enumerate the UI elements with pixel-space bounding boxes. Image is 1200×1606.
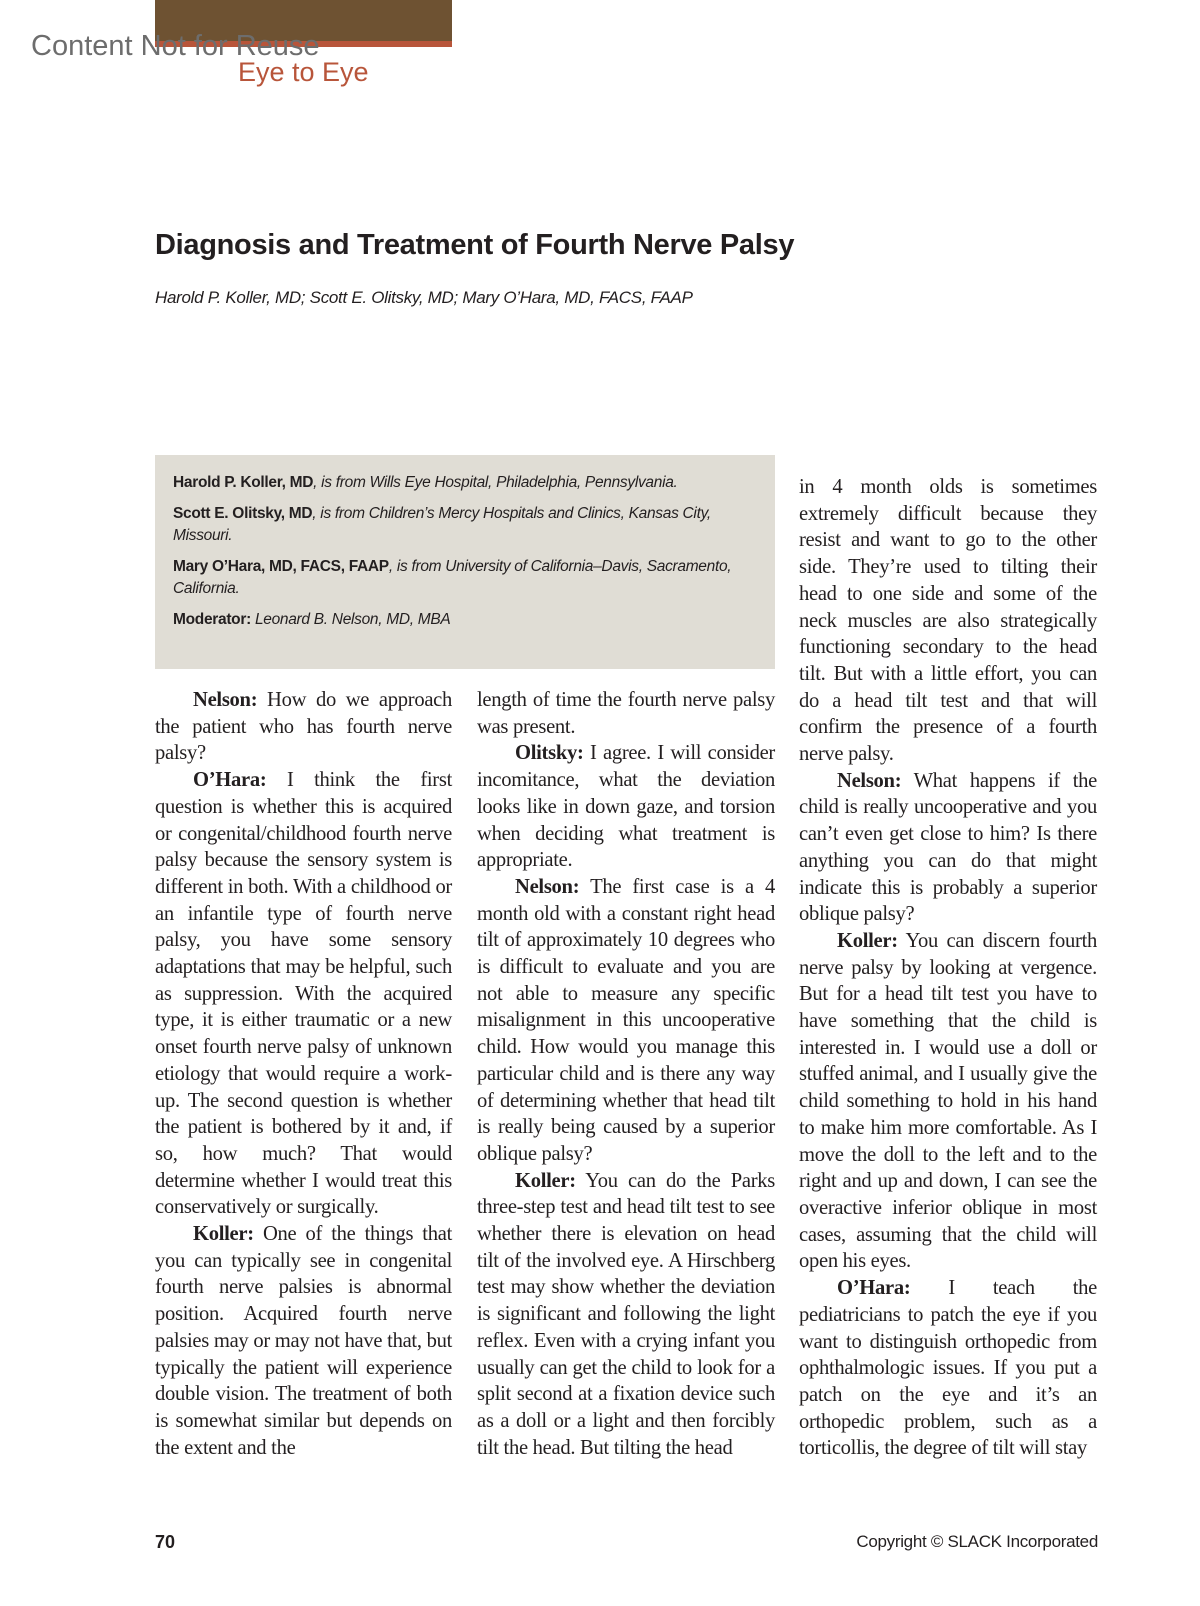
paragraph-text: What happens if the child is really uncooperative and you can’t even get close to him? Is there anything you can do that might indicate this is probably a superior oblique palsy? bbox=[799, 769, 1097, 926]
affiliation-koller bbox=[173, 472, 757, 494]
author-affiliations-box bbox=[155, 455, 775, 669]
paragraph bbox=[155, 767, 452, 1221]
speaker-name: O’Hara: bbox=[193, 769, 267, 792]
paragraph bbox=[799, 768, 1097, 928]
paragraph bbox=[477, 874, 775, 1168]
paragraph bbox=[477, 1168, 775, 1462]
affiliation-ohara bbox=[173, 556, 757, 600]
paragraph-text: How do we approach the patient who has fourth nerve palsy? bbox=[155, 689, 452, 765]
speaker-name: Koller: bbox=[515, 1169, 576, 1192]
affiliation-olitsky bbox=[173, 503, 757, 547]
page-number: 70 bbox=[155, 1532, 176, 1552]
paragraph-text: I think the first question is whether this is acquired or congenital/childhood fourth nerve palsy because the sensory system is different in both. With a childhood or an infantile type of fourth nerve palsy, you have some sensory adaptations that may be helpful, such as suppression. With the acquired type, it is either traumatic or a new onset fourth nerve palsy of unknown etiology that would require a work-up. The second question is whether the patient is bothered by it and, if so, how much? That would determine whether I would treat this conservatively or surgically. bbox=[155, 769, 452, 1219]
affiliation-detail: , is from Children’s Mercy Hospitals and Clinics, Kansas City, Missouri. bbox=[173, 505, 711, 544]
speaker-name: Olitsky: bbox=[515, 742, 584, 765]
paragraph-text: You can discern fourth nerve palsy by looking at vergence. But for a head tilt test you have to have something that the child is interested in. I would use a doll or stuffed animal, and I usually give the child something to hold in his hand to make him more comfortable. As I move the doll to the left and to the right and up and down, I can see the overactive inferior oblique in most cases, assuming that the child will open his eyes. bbox=[799, 929, 1097, 1273]
moderator-label: Moderator: bbox=[173, 611, 251, 628]
speaker-name: O’Hara: bbox=[837, 1277, 911, 1300]
paragraph bbox=[477, 740, 775, 874]
affiliation-detail: , is from Wills Eye Hospital, Philadelphia, Pennsylvania. bbox=[313, 474, 678, 491]
affiliation-name: Mary O’Hara, MD, FACS, FAAP bbox=[173, 558, 389, 575]
paragraph-text: I agree. I will consider incomitance, what the deviation looks like in down gaze, and torsion when deciding what treatment is appropriate. bbox=[477, 742, 775, 872]
paragraph bbox=[799, 928, 1097, 1275]
speaker-name: Nelson: bbox=[193, 689, 258, 711]
speaker-name: Koller: bbox=[193, 1223, 254, 1246]
paragraph bbox=[155, 1221, 452, 1461]
paragraph bbox=[155, 687, 452, 767]
text-column-3 bbox=[799, 474, 1097, 1462]
text-column-1 bbox=[155, 687, 452, 1461]
watermark: Content Not for Reuse bbox=[31, 30, 320, 62]
paragraph-text: I teach the pediatricians to patch the eye if you want to distinguish orthopedic from ophthalmologic issues. If you put a patch on the eye and it’s an orthopedic problem, such as a torticollis, the degree of tilt will stay bbox=[799, 1277, 1097, 1460]
affiliation-name: Scott E. Olitsky, MD bbox=[173, 505, 313, 522]
speaker-name: Nelson: bbox=[515, 875, 580, 898]
speaker-name: Koller: bbox=[837, 929, 898, 952]
article-title: Diagnosis and Treatment of Fourth Nerve Palsy bbox=[155, 229, 795, 261]
paragraph-text: One of the things that you can typically see in congenital fourth nerve palsies is abnormal position. Acquired fourth nerve palsies may or may not have that, but typically the patient will experience double vision. The treatment of both is somewhat similar but depends on the extent and the bbox=[155, 1223, 452, 1459]
paragraph-continuation: length of time the fourth nerve palsy was present. bbox=[477, 689, 775, 738]
affiliation-detail: , is from University of California–Davis, Sacramento, California. bbox=[173, 558, 732, 597]
paragraph-continuation: in 4 month olds is sometimes extremely difficult because they resist and want to go to the other side. They’re used to tilting their head to one side and some of the neck muscles are also strategically functioning secondary to the head tilt. But with a little effort, you can do a head tilt test and that will confirm the presence of a fourth nerve palsy. bbox=[799, 476, 1097, 766]
paragraph-text: The first case is a 4 month old with a constant right head tilt of approximately 10 degrees who is difficult to evaluate and you are not able to measure any specific misalignment in this uncooperative child. How would you manage this particular child and is there any way of determining whether that head tilt is really being caused by a superior oblique palsy? bbox=[477, 875, 775, 1165]
section-label: Eye to Eye bbox=[238, 57, 369, 87]
text-column-2 bbox=[477, 687, 775, 1461]
copyright-notice: Copyright © SLACK Incorporated bbox=[856, 1532, 1098, 1551]
speaker-name: Nelson: bbox=[837, 769, 902, 792]
author-list: Harold P. Koller, MD; Scott E. Olitsky, MD; Mary O’Hara, MD, FACS, FAAP bbox=[155, 288, 693, 307]
paragraph-text: You can do the Parks three-step test and head tilt test to see whether there is elevation on head tilt of the involved eye. A Hirschberg test may show whether the deviation is significant and following the light reflex. Even with a crying infant you usually can get the child to look for a split second at a fixation device such as a doll or a light and then forcibly tilt the head. But tilting the head bbox=[477, 1169, 775, 1459]
moderator-line bbox=[173, 609, 757, 631]
affiliation-name: Harold P. Koller, MD bbox=[173, 474, 314, 491]
moderator-name: Leonard B. Nelson, MD, MBA bbox=[250, 611, 451, 628]
paragraph bbox=[799, 1275, 1097, 1462]
